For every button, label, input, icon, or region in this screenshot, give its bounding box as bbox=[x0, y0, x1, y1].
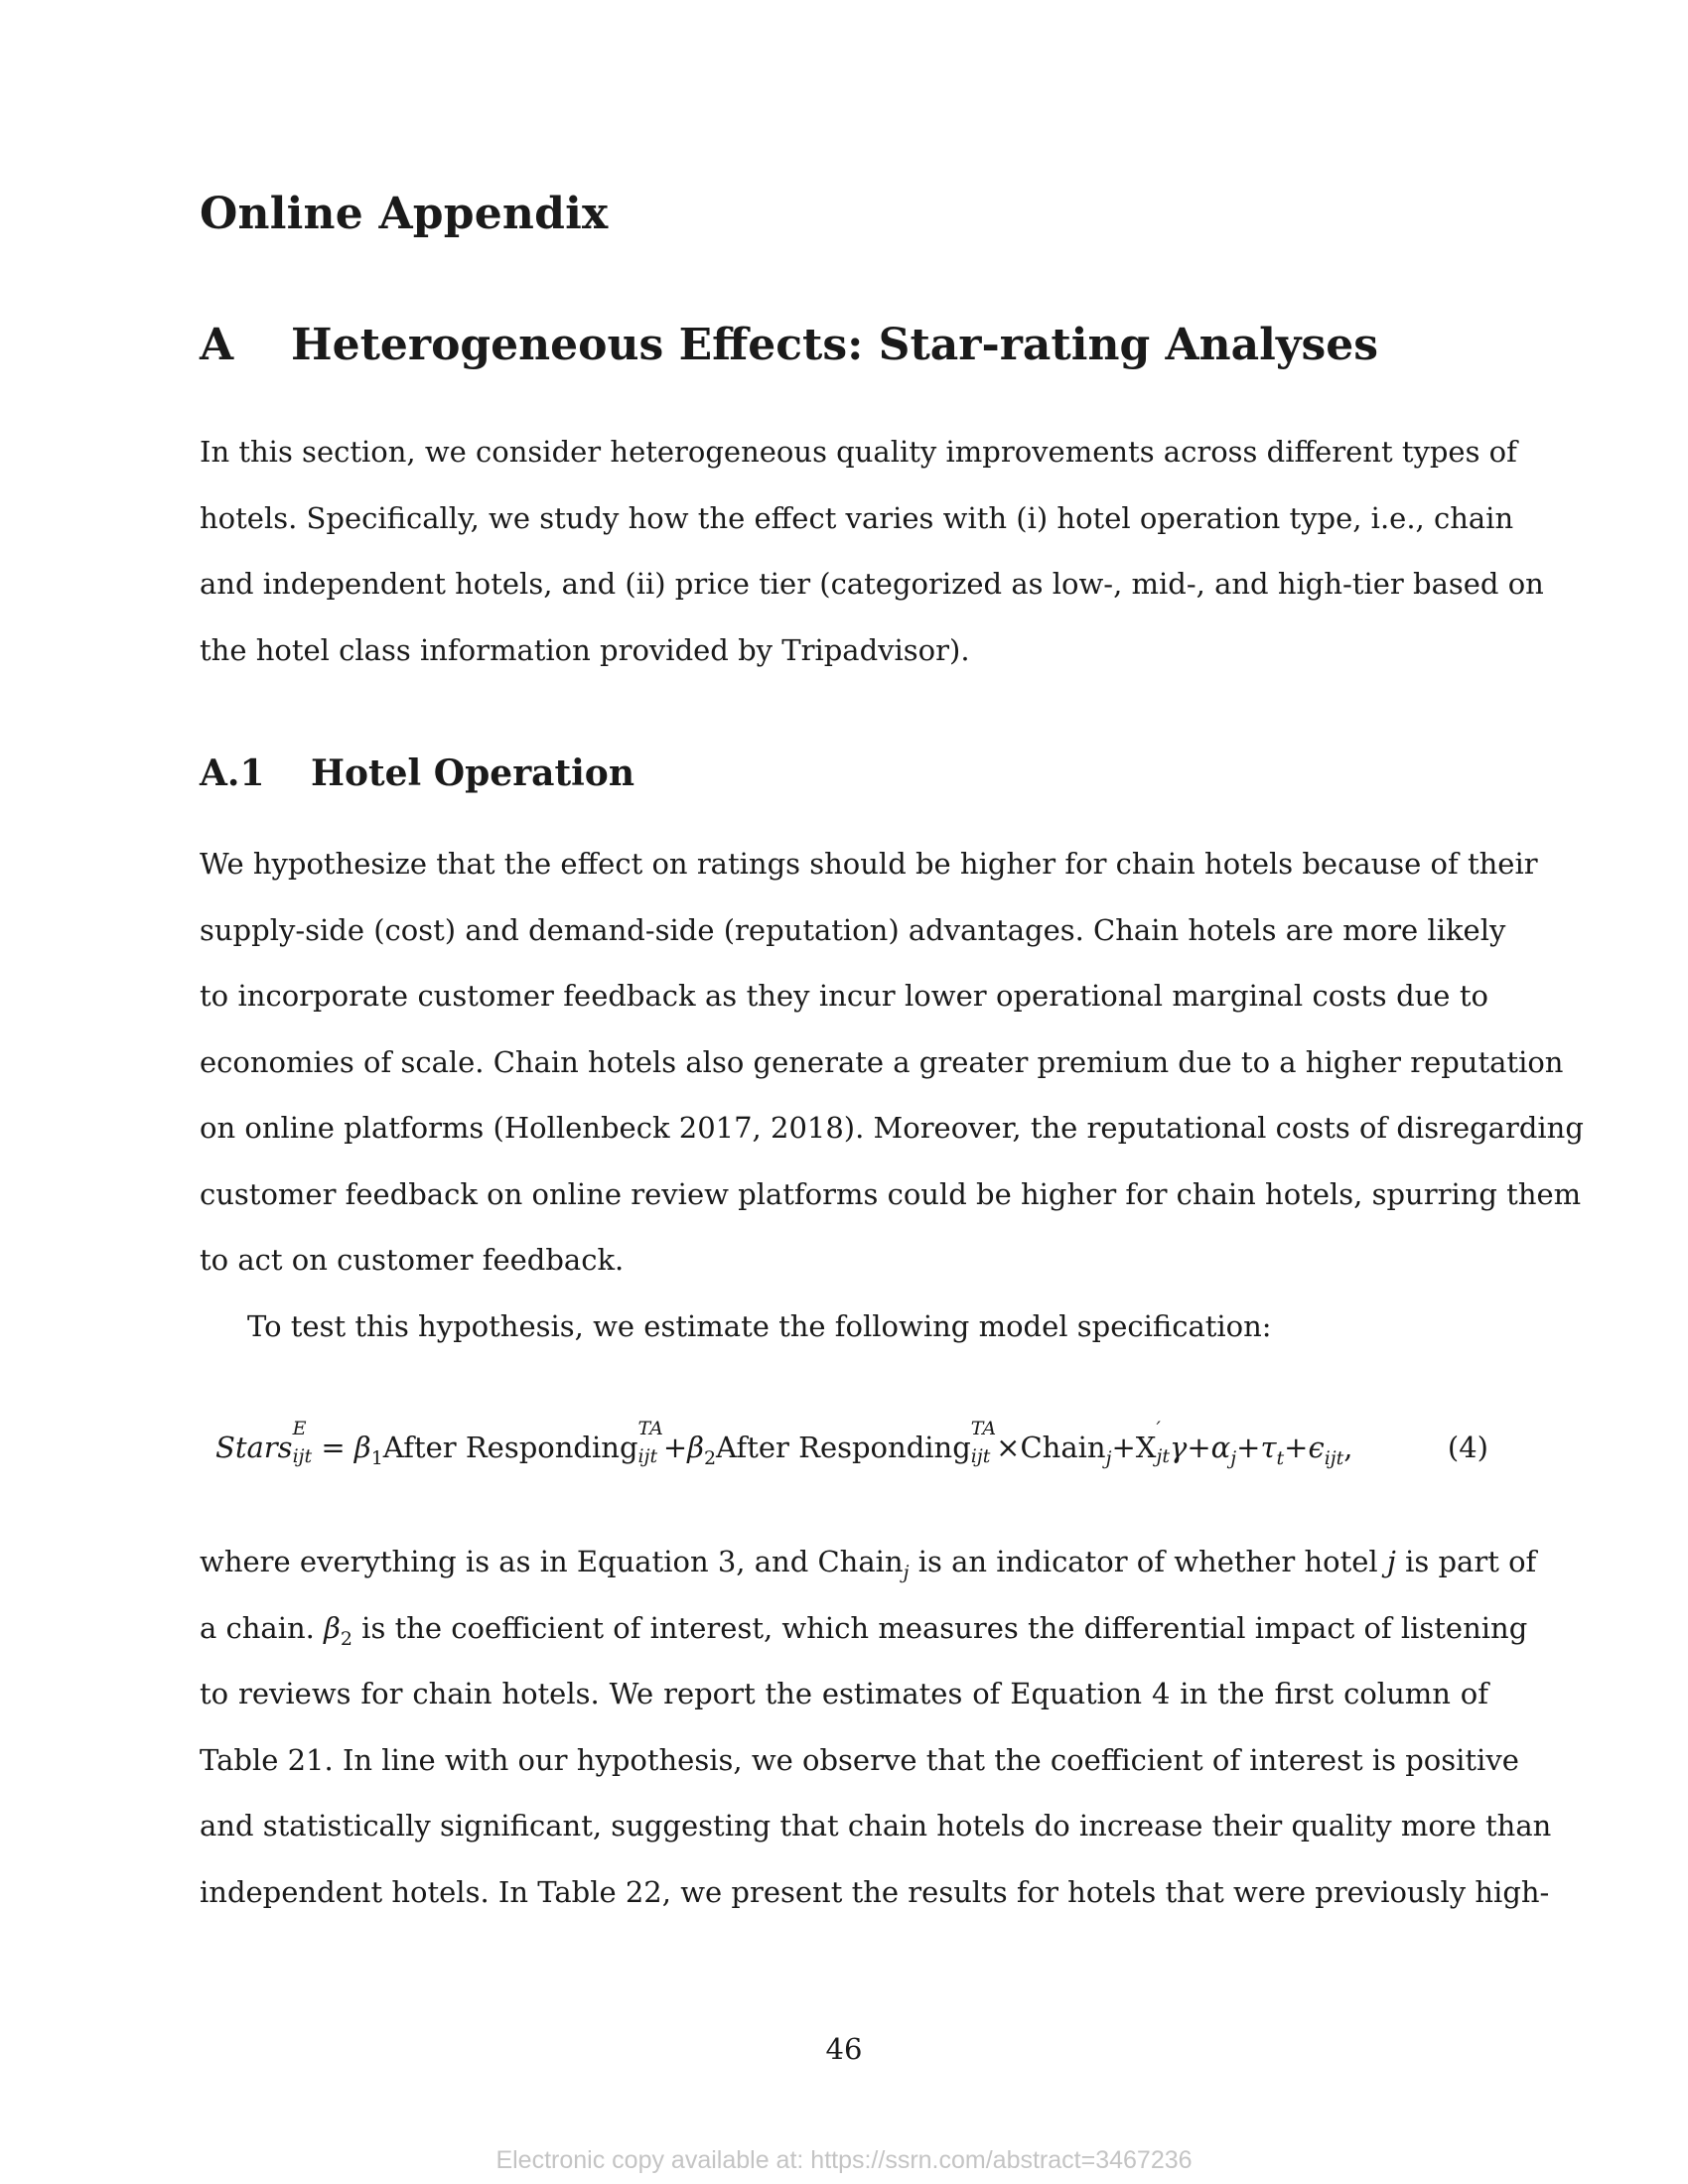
subsection-number: A.1 bbox=[200, 752, 265, 794]
results-line-2 bbox=[200, 1595, 1528, 1662]
hypothesis-line-2: supply-side (cost) and demand-side (reputation) advantages. Chain hotels are more likely bbox=[200, 912, 1506, 947]
section-number: A bbox=[200, 320, 234, 370]
eq-term1-sub: ijt bbox=[637, 1445, 658, 1467]
eq-chain-sub: j bbox=[1105, 1446, 1112, 1469]
eq-alpha: α bbox=[1210, 1431, 1231, 1464]
eq-beta2: β bbox=[687, 1431, 704, 1464]
intro-paragraph bbox=[200, 419, 1544, 683]
eq-epsilon-sub: ijt bbox=[1324, 1446, 1344, 1469]
subsection-heading bbox=[200, 751, 634, 795]
results-line-1 bbox=[200, 1529, 1537, 1595]
eq-term1: After Responding bbox=[382, 1431, 638, 1464]
eq-tau-sub: t bbox=[1276, 1446, 1285, 1469]
ssrn-footer[interactable]: Electronic copy available at: https://ssrn.com/abstract=3467236 bbox=[495, 2146, 1193, 2174]
eq-x-sub: jt bbox=[1156, 1445, 1170, 1467]
hypothesis-paragraph bbox=[200, 831, 1584, 1359]
equation-4 bbox=[200, 1418, 1488, 1477]
eq-chain: Chain bbox=[1020, 1431, 1106, 1464]
hypothesis-line-5: on online platforms (Hollenbeck 2017, 2018). Moreover, the reputational costs of disregarding bbox=[200, 1111, 1584, 1145]
results-line-2-a: a chain. bbox=[200, 1610, 325, 1645]
intro-line-3: and independent hotels, and (ii) price tier (categorized as low-, mid-, and high-tier based on bbox=[200, 567, 1544, 601]
intro-line-2: hotels. Specifically, we study how the effect varies with (i) hotel operation type, i.e., chain bbox=[200, 500, 1514, 535]
results-chain-sub: j bbox=[903, 1561, 910, 1583]
eq-epsilon: ϵ bbox=[1308, 1431, 1325, 1464]
eq-tau: τ bbox=[1260, 1431, 1277, 1464]
hypothesis-line-4: economies of scale. Chain hotels also generate a greater premium due to a higher reputation bbox=[200, 1044, 1564, 1079]
eq-alpha-sub: j bbox=[1230, 1446, 1237, 1469]
intro-line-1: In this section, we consider heterogeneous quality improvements across different types of bbox=[200, 435, 1517, 469]
equation-body: Stars E ijt = $\beta_1After$ Responding TA ijt $+\beta_2After$ Responding TA ijt ×Chain$_j$+X ′ jt $\gamma+\alpha_j+\tau_t+\epsilon_{ijt}$, bbox=[215, 1418, 1353, 1469]
eq-stars-sup: E bbox=[292, 1418, 307, 1439]
results-beta: β bbox=[324, 1610, 341, 1645]
eq-term1-sup: TA bbox=[637, 1418, 663, 1439]
results-line-1-c: is part of bbox=[1395, 1545, 1537, 1578]
appendix-heading: Online Appendix bbox=[200, 189, 609, 239]
eq-beta2-sub: 2 bbox=[703, 1446, 717, 1469]
eq-stars-sub: ijt bbox=[292, 1445, 313, 1467]
results-paragraph bbox=[200, 1529, 1552, 1925]
results-line-1-a: where everything is as in Equation 3, and Chain bbox=[200, 1545, 904, 1578]
results-line-2-b: is the coefficient of interest, which measures the differential impact of listening bbox=[352, 1610, 1528, 1645]
eq-gamma: γ bbox=[1169, 1431, 1188, 1464]
equation-number: (4) bbox=[1447, 1431, 1488, 1464]
eq-stars: Stars bbox=[215, 1431, 293, 1464]
page-number: 46 bbox=[825, 2032, 863, 2066]
intro-line-4: the hotel class information provided by Tripadvisor). bbox=[200, 632, 970, 667]
results-line-5: and statistically significant, suggesting that chain hotels do increase their quality more than bbox=[200, 1809, 1552, 1843]
subsection-title: Hotel Operation bbox=[311, 752, 634, 794]
eq-beta1: β bbox=[353, 1431, 371, 1464]
eq-term2: After Responding bbox=[716, 1431, 971, 1464]
results-line-1-b: is an indicator of whether hotel bbox=[909, 1545, 1387, 1578]
section-title: Heterogeneous Effects: Star-rating Analyses bbox=[291, 320, 1378, 370]
hypothesis-line-7: to act on customer feedback. bbox=[200, 1243, 625, 1277]
section-heading bbox=[200, 320, 1378, 371]
eq-term2-sup: TA bbox=[970, 1418, 997, 1439]
hypothesis-line-1: We hypothesize that the effect on ratings should be higher for chain hotels because of their bbox=[200, 847, 1538, 881]
eq-term2-sub: ijt bbox=[970, 1445, 991, 1467]
hypothesis-line-6: customer feedback on online review platforms could be higher for chain hotels, spurring them bbox=[200, 1176, 1582, 1211]
hypothesis-line-3: to incorporate customer feedback as they incur lower operational marginal costs due to bbox=[200, 979, 1488, 1013]
eq-x-sup: ′ bbox=[1156, 1418, 1161, 1439]
results-hotel-j: j bbox=[1386, 1545, 1396, 1578]
spec-intro-line: To test this hypothesis, we estimate the following model specification: bbox=[247, 1308, 1272, 1343]
results-beta-sub: 2 bbox=[340, 1627, 352, 1650]
results-line-3: to reviews for chain hotels. We report the estimates of Equation 4 in the first column of bbox=[200, 1677, 1488, 1710]
results-line-6: independent hotels. In Table 22, we present the results for hotels that were previously high- bbox=[200, 1874, 1550, 1909]
eq-beta1-sub: 1 bbox=[370, 1446, 383, 1469]
results-line-4: Table 21. In line with our hypothesis, we observe that the coefficient of interest is positive bbox=[200, 1742, 1519, 1777]
eq-x: X bbox=[1135, 1431, 1157, 1464]
